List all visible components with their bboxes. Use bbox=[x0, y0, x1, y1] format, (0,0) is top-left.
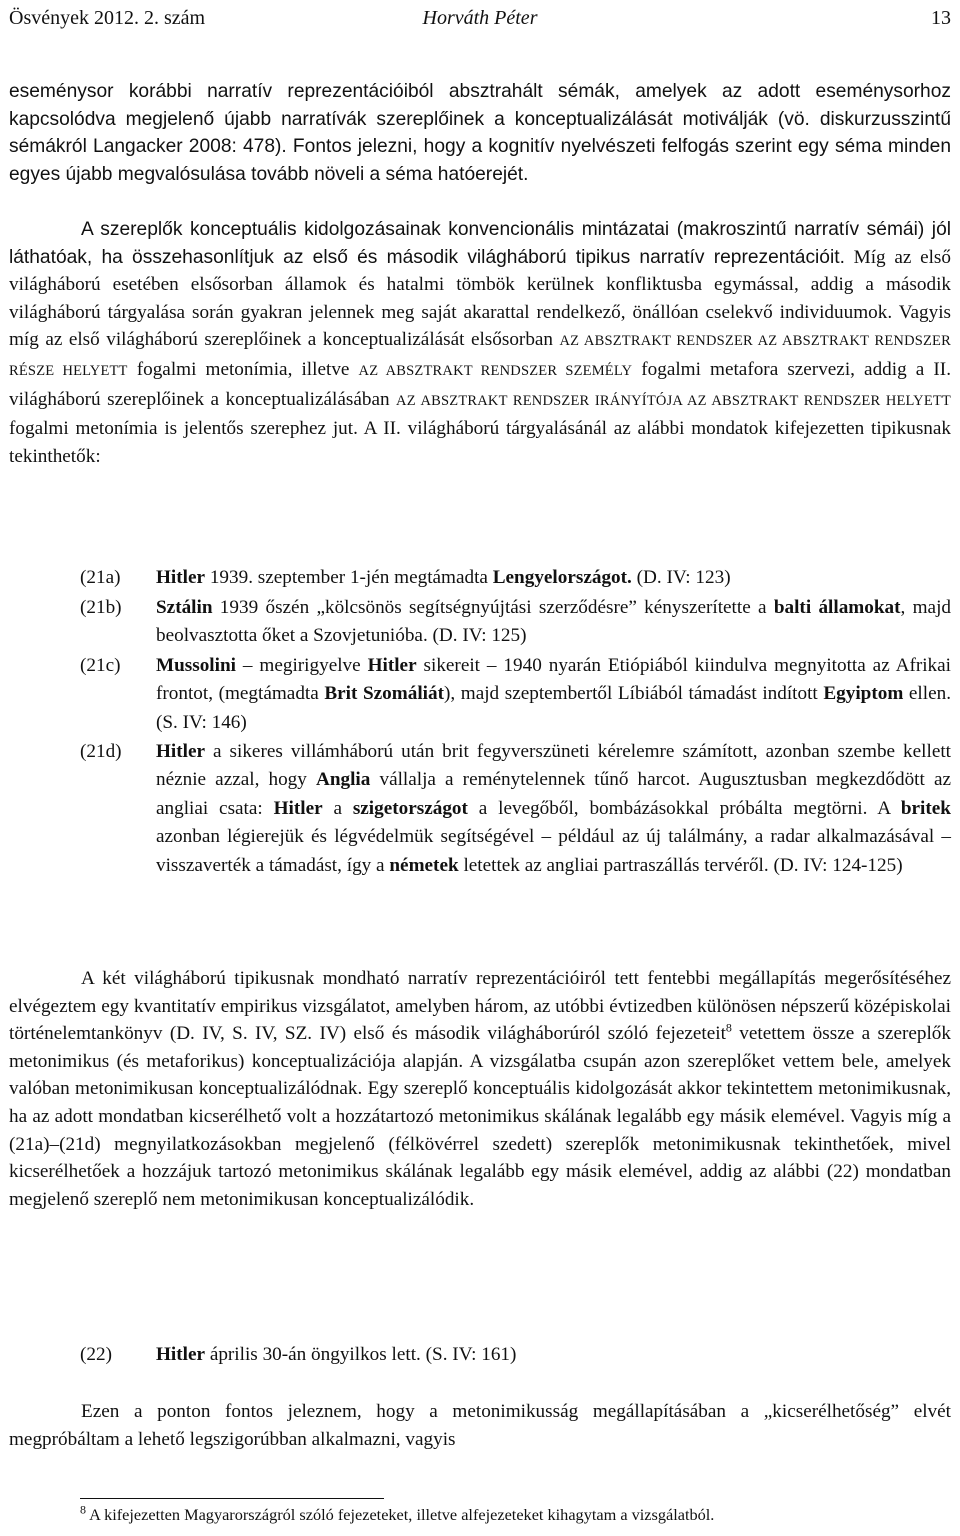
footnote-divider bbox=[80, 1498, 384, 1499]
highlight: Hitler bbox=[367, 655, 417, 676]
highlight: szigetországot bbox=[352, 797, 468, 819]
highlight: Hitler bbox=[156, 741, 206, 762]
paragraph-1 bbox=[9, 78, 951, 188]
example-label: (21b) bbox=[80, 597, 122, 618]
paragraph-3-text: vetettem össze a szereplők metonimikus (és metaforikus) konceptualizációja alapján. A vizsgálatba csupán azon szereplőket vettem bele, amelyek valóban metonimikusan konceptualizálódnak. Egy szereplő konceptuális kidolgozását akkor tekintettem metonimikusnak, ha az adott mondatban kicserélhető volt a hozzátartozó metonimikus skálának legalább egy másik elemével. Vagyis míg a (21a)–(21d) megnyilatkozásokban megjelenő (félkövérrel szedett) szereplők metonimikusnak tekinthetőek, mivel kicserélhetőek a hozzájuk tartozó metonimikus skálának legalább egy másik elemével, addig az alábbi (22) mondatban megjelenő szereplő nem metonimikusan konceptualizálódik. bbox=[9, 1023, 951, 1210]
paragraph-4 bbox=[9, 1398, 951, 1453]
highlight: Hitler bbox=[156, 567, 206, 588]
metonymy-label-1: AZ ABSZTRAKT RENDSZER AZ ABSZTRAKT RENDSZER RÉSZE HELYETT bbox=[9, 333, 951, 379]
paragraph-2 bbox=[9, 216, 951, 470]
paragraph-2-text: Míg az első világháború esetében elsősorban államok és hatalmi tömbök kerülnek konfliktusba egymással, addig a második világháború tárgyalása során gyakran jelennek meg saját akarattal rendelkező, önállóan cselekvő individuumok. Vagyis míg az első világháború szereplőinek a konceptualizálását elsősorban bbox=[9, 246, 951, 351]
example-22 bbox=[80, 1341, 951, 1369]
example-text: a sikeres villámháború után brit fegyverszüneti kérelemre számított, azonban szembe kellett néznie azzal, hogy bbox=[156, 741, 951, 791]
highlight: Lengyelországot. bbox=[492, 567, 632, 588]
page-number: 13 bbox=[931, 7, 951, 29]
example-text: ellen. (S. IV: 146) bbox=[156, 683, 951, 733]
footnote-number: 8 bbox=[80, 1502, 86, 1517]
example-text: sikereit – 1940 nyarán Etiópiából kiindulva megnyitotta az Afrikai frontot, (megtámadta bbox=[156, 655, 951, 705]
paragraph-2-text: fogalmi metonímia, illetve bbox=[127, 358, 359, 380]
example-text: vállalja a reménytelennek tűnő harcot. Augusztusban megkezdődött az angliai csata: bbox=[156, 769, 951, 819]
example-text: letettek az angliai partraszállás tervéről. (D. IV: 124-125) bbox=[458, 854, 903, 876]
example-label: (22) bbox=[80, 1344, 112, 1365]
example-text: a bbox=[322, 797, 353, 819]
highlight: Sztálin bbox=[156, 597, 213, 618]
metonymy-label-2: AZ ABSZTRAKT RENDSZER IRÁNYÍTÓJA AZ ABSZTRAKT RENDSZER HELYETT bbox=[396, 392, 951, 409]
example-21c bbox=[80, 652, 951, 737]
example-text: azonban légierejük és légvédelmük segítségével – például az új találmány, a radar alkalmazásával – visszaverték a támadást, így a bbox=[156, 826, 951, 876]
example-21d bbox=[80, 738, 951, 880]
footnote bbox=[80, 1504, 951, 1526]
example-text: a levegőből, bombázásokkal próbálta megtörni. A bbox=[467, 797, 901, 819]
highlight: németek bbox=[389, 854, 459, 876]
author-name: Horváth Péter bbox=[422, 7, 538, 29]
journal-title: Ösvények 2012. 2. szám bbox=[9, 7, 206, 29]
highlight: Hitler bbox=[273, 797, 323, 819]
example-text: , majd beolvasztotta őket a Szovjetunióba. (D. IV: 125) bbox=[156, 597, 951, 647]
example-text: ), majd szeptembertől Líbiából támadást indított bbox=[444, 683, 824, 705]
running-header bbox=[9, 6, 951, 34]
metaphor-label: AZ ABSZTRAKT RENDSZER SZEMÉLY bbox=[358, 362, 633, 379]
paragraph-3-text: A két világháború tipikusnak mondható narratív reprezentációiról tett fentebbi megállapítás megerősítéséhez elvégeztem egy kvantitatív empirikus vizsgálatot, amelyben három, az utóbbi évtizedben különösen népszerű középiskolai történelemtankönyv (D. IV, S. IV, SZ. IV) első és második világháborúról szóló fejezeteit bbox=[9, 968, 951, 1045]
paragraph-3 bbox=[9, 965, 951, 1213]
example-text: 1939 őszén „kölcsönös segítségnyújtási szerződésre” kényszerítette a bbox=[212, 597, 774, 618]
example-text: 1939. szeptember 1-jén megtámadta bbox=[205, 567, 493, 588]
example-text: – megirigyelve bbox=[235, 655, 368, 676]
highlight: Brit Szomáliát bbox=[324, 683, 444, 705]
highlight: Anglia bbox=[315, 769, 371, 791]
highlight: Egyiptom bbox=[823, 683, 904, 705]
example-text: április 30-án öngyilkos lett. (S. IV: 161) bbox=[205, 1344, 517, 1365]
example-label: (21d) bbox=[80, 741, 122, 762]
paragraph-1-text: eseménysor korábbi narratív reprezentációiból absztrahált sémák, amelyek az adott eseménysorhoz kapcsolódva megjelenő újabb narratívák szereplőinek a konceptualizálását motiválják (vö. diskurzusszintű sémákról Langacker 2008: 478). Fontos jelezni, hogy a kognitív nyelvészeti felfogás szerint egy séma minden egyes újabb megvalósulása tovább növeli a séma hatóerejét. bbox=[9, 81, 951, 185]
example-label: (21c) bbox=[80, 655, 121, 676]
footnote-reference[interactable]: 8 bbox=[725, 1020, 732, 1035]
example-21a bbox=[80, 564, 951, 592]
paragraph-2-text: fogalmi metafora szervezi, addig a II. világháború szereplőinek a konceptualizálásában bbox=[9, 358, 951, 410]
highlight: Hitler bbox=[156, 1344, 206, 1365]
footnote-text: A kifejezetten Magyarországról szóló fejezeteket, illetve alfejezeteket kihagytam a vizsgálatból. bbox=[86, 1505, 715, 1524]
paragraph-4-text: Ezen a ponton fontos jeleznem, hogy a metonimikusság megállapításában a „kicserélhetőség” elvét megpróbáltam a lehető legszigorúbban alkalmazni, vagyis bbox=[9, 1401, 951, 1450]
example-21b bbox=[80, 594, 951, 651]
example-text: (D. IV: 123) bbox=[631, 567, 731, 588]
paragraph-2-text: fogalmi metonímia is jelentős szerephez jut. A II. világháború tárgyalásánál az alábbi mondatok kifejezetten tipikusnak tekinthetők: bbox=[9, 418, 951, 467]
example-label: (21a) bbox=[80, 567, 121, 588]
highlight: Mussolini bbox=[156, 655, 236, 676]
paragraph-2-sans: A szereplők konceptuális kidolgozásainak konvencionális mintázatai (makroszintű narratív sémái) jól láthatóak, ha összehasonlítjuk az első és második világháború tipikus narratív reprezentációit. bbox=[9, 219, 951, 268]
highlight: balti államokat bbox=[773, 597, 901, 618]
highlight: britek bbox=[900, 797, 951, 819]
